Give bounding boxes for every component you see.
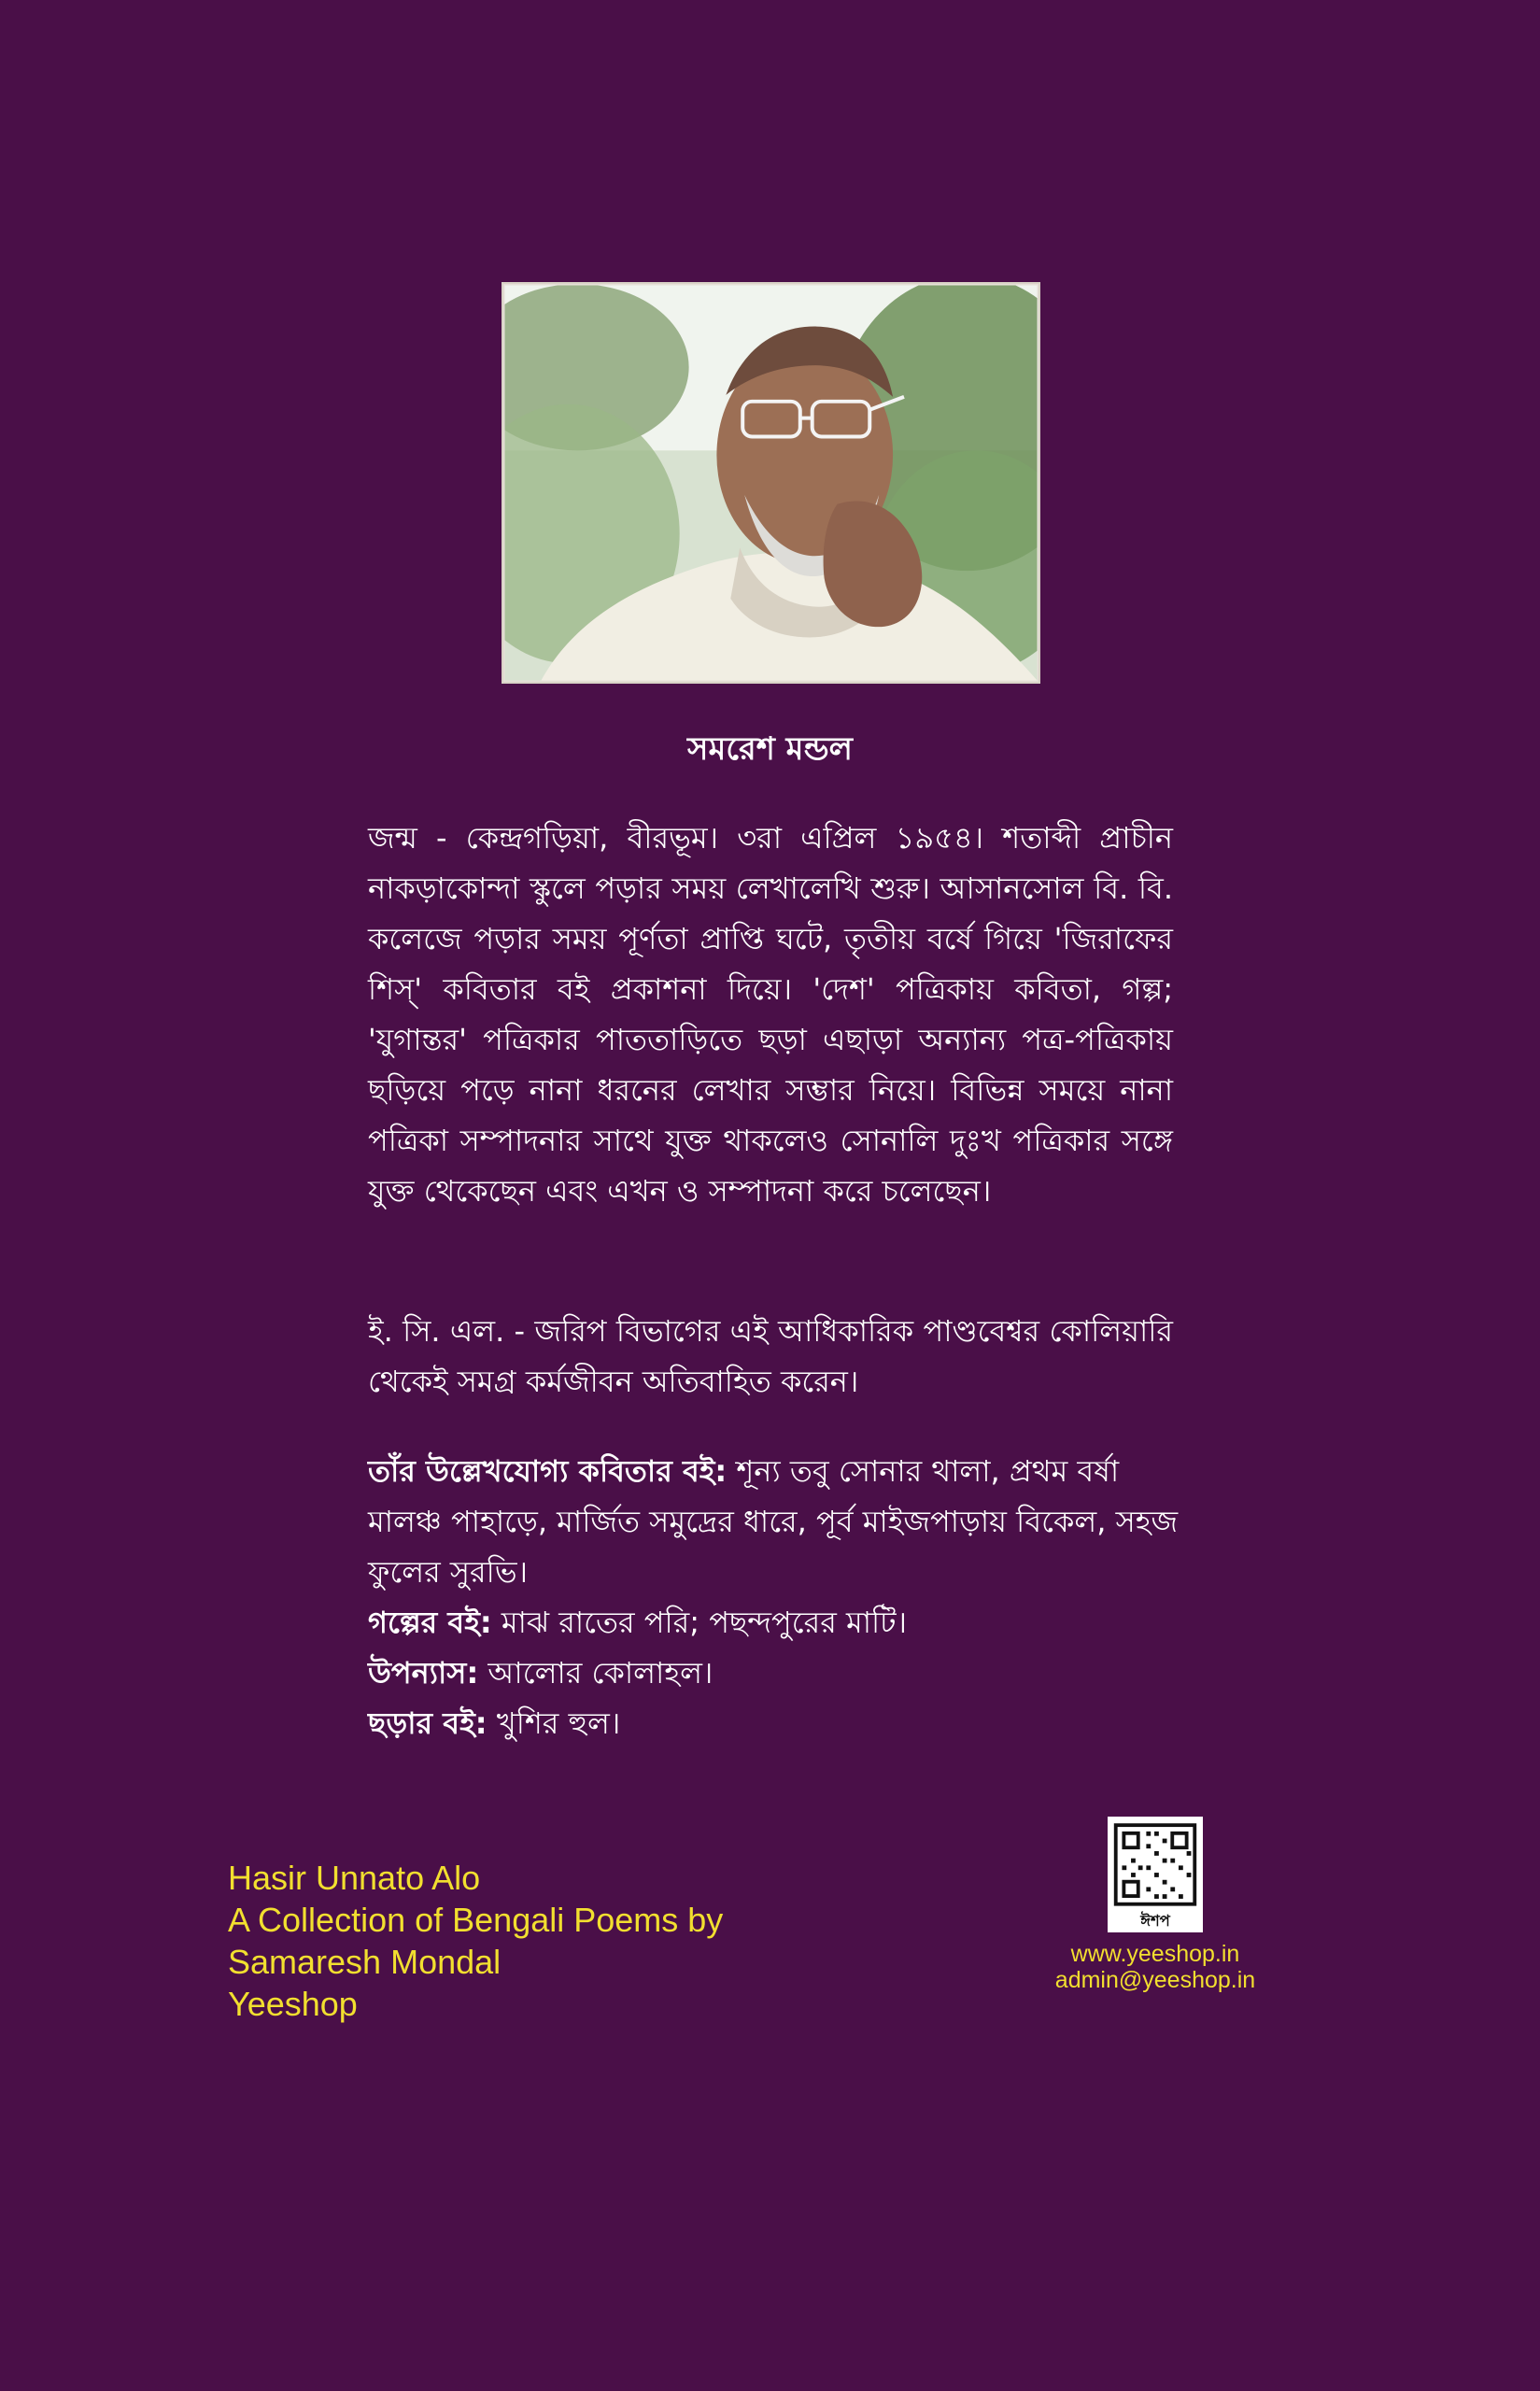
novels — [368, 1648, 1190, 1698]
story-books — [368, 1597, 1190, 1648]
poetry-books-label: তাঁর উল্লেখযোগ্য কবিতার বই: — [368, 1453, 728, 1489]
website-link[interactable]: www.yeeshop.in — [1070, 1941, 1240, 1967]
book-info — [228, 1857, 723, 2025]
book-subtitle: A Collection of Bengali Poems by — [228, 1901, 724, 1939]
author-name: সমরেশ মন্ডল — [686, 730, 854, 768]
story-books-label: গল্পের বই: — [368, 1605, 492, 1640]
poetry-books — [368, 1446, 1190, 1597]
bio-paragraph-1: জন্ম - কেন্দ্রগড়িয়া, বীরভূম। ৩রা এপ্রিল ১৯৫৪। শতাব্দী প্রাচীন নাকড়াকোন্দা স্কুলে পড়ার সময় লেখালেখি শুরু। আসানসোল বি. বি. কলেজে পড়ার সময় পূর্ণতা প্রাপ্তি ঘটে, তৃতীয় বর্ষে গিয়ে 'জিরাফের শিস্' কবিতার বই প্রকাশনা দিয়ে। 'দেশ' পত্রিকায় কবিতা, গল্প; 'যুগান্তর' পত্রিকার পাততাড়িতে ছড়া এছাড়া অন্যান্য পত্র-পত্রিকায় ছড়িয়ে পড়ে নানা ধরনের লেখার সম্ভার নিয়ে। বিভিন্ন সময়ে নানা পত্রিকা সম্পাদনার সাথে যুক্ত থাকলেও সোনালি দুঃখ পত্রিকার সঙ্গে যুক্ত থেকেছেন এবং এখন ও সম্পাদনা করে চলেছেন। — [368, 820, 1174, 1209]
poetry-books-text: শূন্য তবু সোনার থালা, প্রথম বর্ষা মালঞ্চ পাহাড়ে, মার্জিত সমুদ্রের ধারে, পূর্ব মাইজপাড়ায় বিকেল, সহজ ফুলের সুরভি। — [368, 1453, 1179, 1590]
rhyme-books — [368, 1698, 1190, 1748]
rhyme-books-label: ছড়ার বই: — [368, 1705, 487, 1741]
author-photo — [502, 282, 1040, 684]
author-portrait-image — [503, 284, 1038, 682]
qr-code-icon — [1109, 1818, 1201, 1931]
novels-label: উপন্যাস: — [368, 1655, 479, 1691]
bio-paragraph-2: ই. সি. এল. - জরিপ বিভাগের এই আধিকারিক পাণ্ডবেশ্বর কোলিয়ারি থেকেই সমগ্র কর্মজীবন অতিবাহিত করেন। — [368, 1313, 1173, 1399]
book-author: Samaresh Mondal — [228, 1943, 502, 1981]
story-books-text: মাঝ রাতের পরি; পছন্দপুরের মাটি। — [491, 1605, 908, 1640]
rhyme-books-text: খুশির হুল। — [487, 1705, 621, 1741]
email-link[interactable]: admin@yeeshop.in — [1054, 1967, 1256, 1993]
book-publisher: Yeeshop — [228, 1985, 358, 2023]
works-section — [368, 1446, 1190, 1748]
novels-text: আলোর কোলাহল। — [478, 1655, 713, 1691]
qr-logo-text: ঈশপ — [1140, 1911, 1170, 1930]
contact-block — [1024, 1941, 1287, 1993]
qr-code — [1108, 1817, 1203, 1932]
book-title: Hasir Unnato Alo — [228, 1859, 481, 1897]
